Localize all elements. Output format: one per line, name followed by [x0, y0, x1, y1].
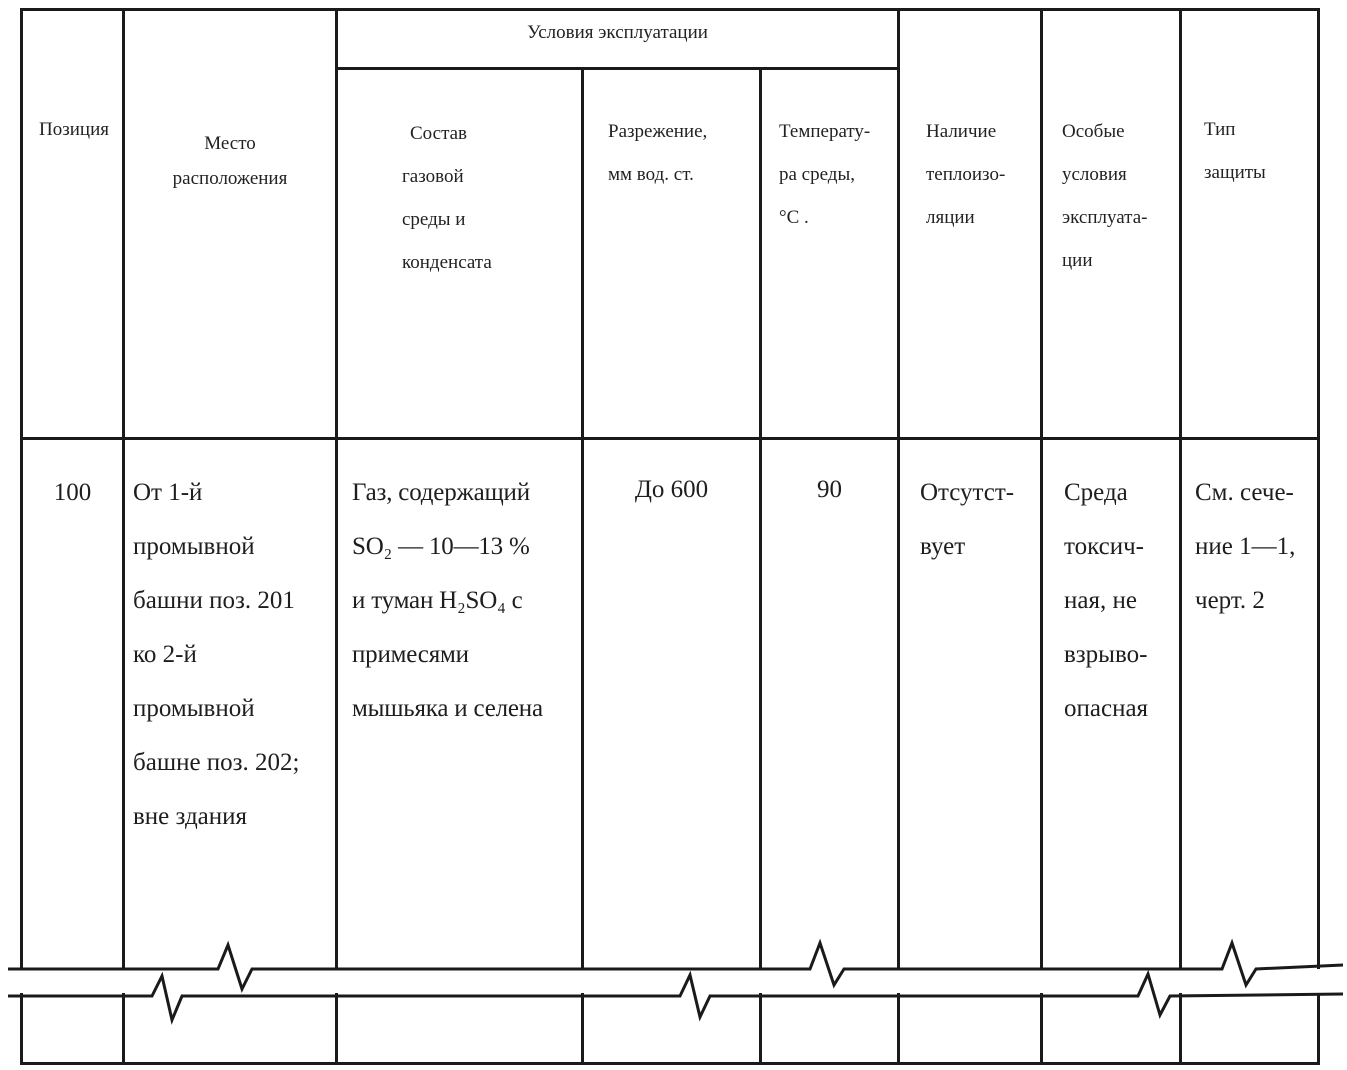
header-position-label: Позиция — [39, 119, 109, 140]
cell-vacuum: До 600 — [634, 476, 709, 503]
cell-location: От 1-й промывной башни поз. 201 ко 2-й промывной башне поз. 202; вне здания — [133, 479, 300, 830]
cell-position: 100 — [53, 479, 92, 506]
header-insulation: Наличие теплоизо- ляции — [926, 121, 1006, 228]
header-composition: Состав газовой среды и конденсата — [402, 123, 492, 273]
header-temperature: Температу- ра среды, °C . — [779, 121, 871, 228]
cell-temperature: 90 — [817, 476, 842, 503]
header-vacuum: Разрежение, мм вод. ст. — [608, 121, 708, 185]
header-protection-type: Тип защиты — [1204, 119, 1266, 183]
group-header-operating-conditions — [338, 18, 897, 48]
header-position — [26, 108, 122, 151]
cell-insulation: Отсутст- вует — [920, 479, 1015, 560]
cell-composition: Газ, содержащий SO₂ — 10—13 % и туман H₂SO₄ с примесями мышьяка и селена — [352, 479, 543, 722]
header-special-conditions: Особые условия эксплуата- ции — [1062, 121, 1148, 271]
cell-protection-type: См. сече- ние 1—1, черт. 2 — [1195, 479, 1296, 614]
group-header-label: Условия эксплуатации — [527, 22, 708, 43]
cell-special-conditions: Среда токсич- ная, не взрыво- опасная — [1064, 479, 1149, 722]
header-location: Место расположения — [172, 133, 288, 189]
